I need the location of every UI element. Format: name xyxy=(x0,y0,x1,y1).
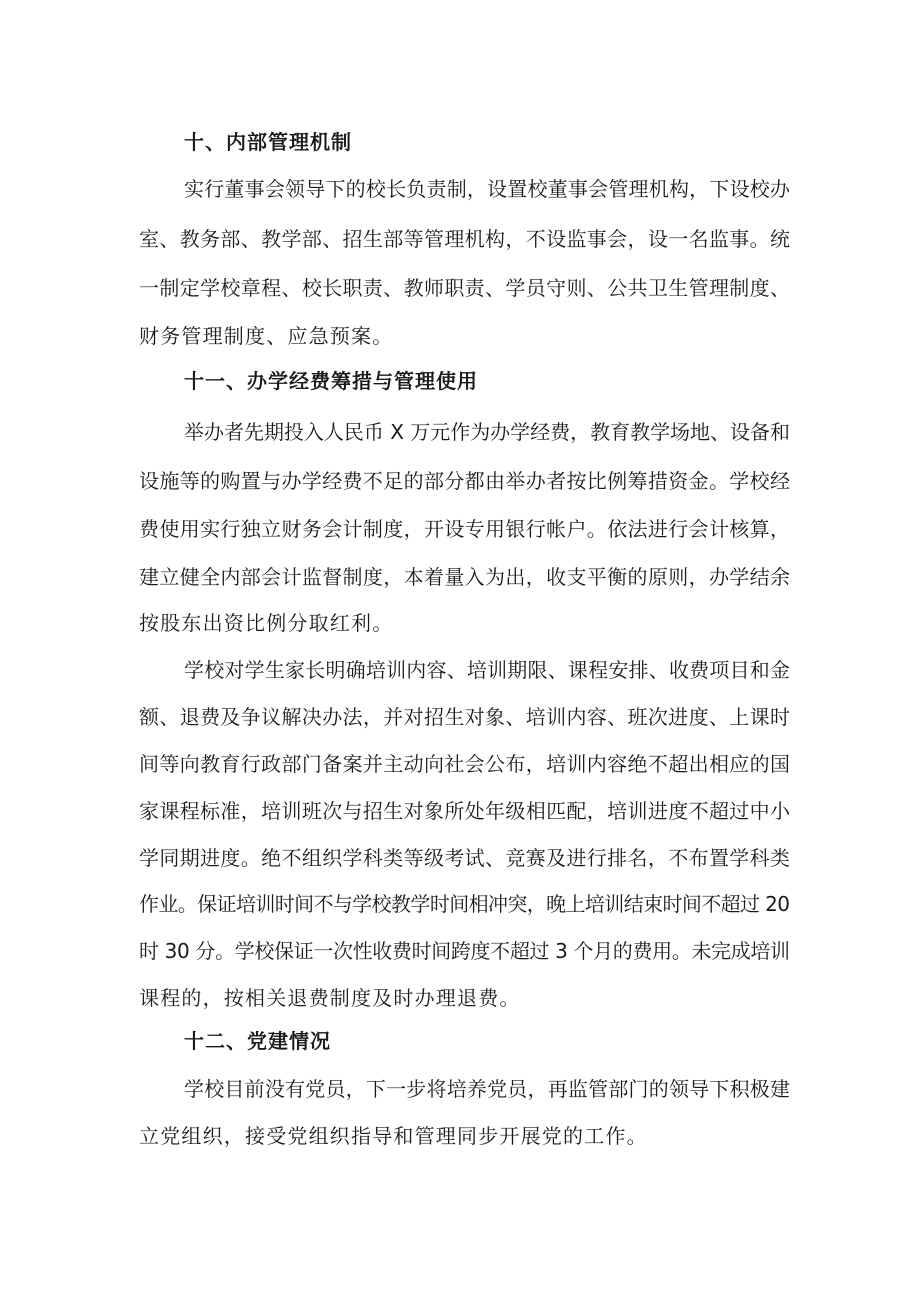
paragraph-line: 时 30 分。学校保证一次性收费时间跨度不超过 3 个月的费用。未完成培训 xyxy=(139,939,790,963)
paragraph-line: 学同期进度。绝不组织学科类等级考试、竞赛及进行排名，不布置学科类 xyxy=(139,846,791,870)
section-heading-11: 十一、办学经费筹措与管理使用 xyxy=(184,369,478,393)
paragraph-line: 额、退费及争议解决办法，并对招生对象、培训内容、班次进度、上课时 xyxy=(139,705,791,729)
paragraph-line: 作业。保证培训时间不与学校教学时间相冲突，晚上培训结束时间不超过 20 xyxy=(139,892,790,916)
paragraph-line: 立党组织，接受党组织指导和管理同步开展党的工作。 xyxy=(139,1124,648,1148)
paragraph-line: 室、教务部、教学部、招生部等管理机构，不设监事会，设一名监事。统 xyxy=(139,227,791,251)
paragraph-line: 实行董事会领导下的校长负责制，设置校董事会管理机构，下设校办 xyxy=(184,177,791,201)
paragraph-line: 学校对学生家长明确培训内容、培训期限、课程安排、收费项目和金 xyxy=(184,658,791,682)
paragraph-line: 一制定学校章程、校长职责、教师职责、学员守则、公共卫生管理制度、 xyxy=(139,276,791,300)
paragraph-line: 设施等的购置与办学经费不足的部分都由举办者按比例筹措资金。学校经 xyxy=(139,469,791,493)
section-heading-12: 十二、党建情况 xyxy=(184,1029,331,1053)
paragraph-line: 间等向教育行政部门备案并主动向社会公布，培训内容绝不超出相应的国 xyxy=(139,752,791,776)
paragraph-line: 费使用实行独立财务会计制度，开设专用银行帐户。依法进行会计核算， xyxy=(139,517,791,541)
paragraph-line: 学校目前没有党员，下一步将培养党员，再监管部门的领导下积极建 xyxy=(184,1077,791,1101)
section-heading-10: 十、内部管理机制 xyxy=(184,130,352,154)
paragraph-line: 财务管理制度、应急预案。 xyxy=(139,324,394,348)
paragraph-line: 建立健全内部会计监督制度，本着量入为出，收支平衡的原则，办学结余 xyxy=(139,565,791,589)
paragraph-line: 课程的，按相关退费制度及时办理退费。 xyxy=(139,986,521,1010)
paragraph-line: 家课程标准，培训班次与招生对象所处年级相匹配，培训进度不超过中小 xyxy=(139,799,791,823)
paragraph-line: 按股东出资比例分取红利。 xyxy=(139,611,394,635)
paragraph-line: 举办者先期投入人民币 X 万元作为办学经费，教育教学场地、设备和 xyxy=(184,420,790,444)
